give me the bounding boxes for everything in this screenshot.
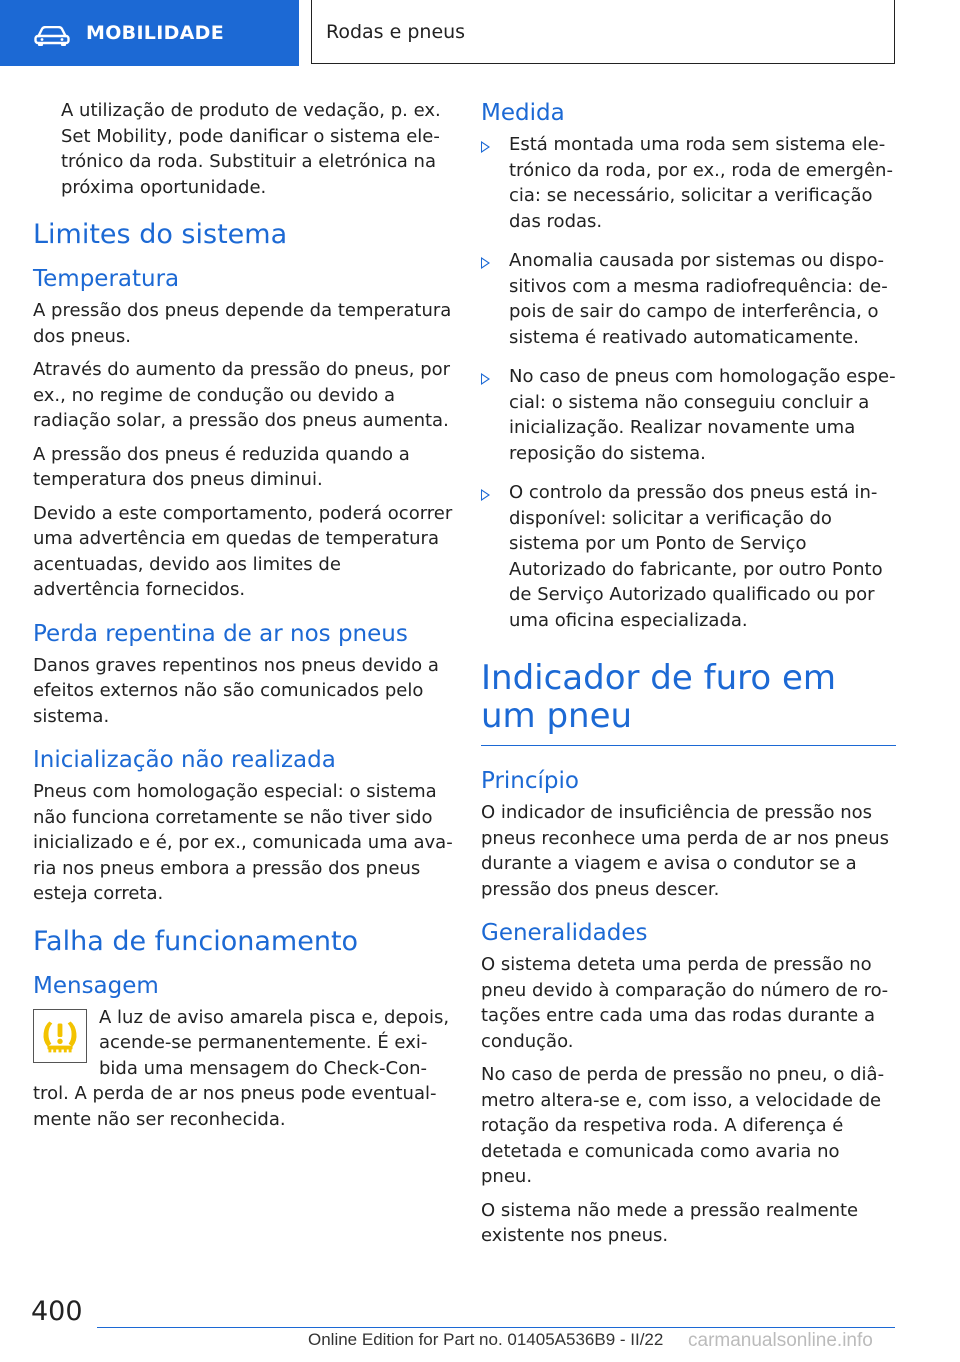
page-header: [0, 0, 960, 66]
temp-paragraph-4: Devido a este comportamento, poderá ocorrer uma advertência em quedas de temperatura acentuadas, devido aos limites de advertência fornecidos.: [33, 502, 453, 600]
list-item: No caso de pneus com homologação especial: o sistema não conseguiu concluir a inicialização. Realizar novamente uma reposição do sistema.: [481, 364, 896, 466]
intro-paragraph: A utilização de produto de vedação, p. ex. Set Mobility, pode danificar o sistema eletrónico da roda. Substituir a eletrónica na próxima oportunidade.: [61, 100, 441, 198]
section-tab-mobilidade: [0, 0, 299, 66]
tire-pressure-warning-icon: [33, 1009, 87, 1063]
list-item: Anomalia causada por sistemas ou dispositivos com a mesma radiofrequência: depois de sair do campo de interferência, o sistema é reativado automaticamente.: [481, 248, 896, 350]
heading-mensagem: Mensagem: [33, 972, 159, 999]
section-label: MOBILIDADE: [86, 22, 225, 44]
left-column: [33, 98, 453, 1140]
page-number: 400: [31, 1296, 83, 1327]
footer-divider: [97, 1327, 895, 1328]
car-icon: [34, 26, 70, 46]
right-column: [481, 98, 896, 1257]
temp-paragraph-1: A pressão dos pneus depende da temperatura dos pneus.: [33, 300, 452, 347]
principle-paragraph: O indicador de insuficiência de pressão nos pneus reconhece uma perda de ar nos pneus durante a viagem e avisa o condutor se a pressão dos pneus descer.: [481, 802, 890, 900]
temp-paragraph-2: Através do aumento da pressão do pneus, por ex., no regime de condução ou devido a radiação solar, a pressão dos pneus aumenta.: [33, 359, 451, 431]
temp-paragraph-3: A pressão dos pneus é reduzida quando a temperatura dos pneus diminui.: [33, 443, 410, 490]
general-paragraph-2: No caso de perda de pressão no pneu, o diâmetro altera-se e, com isso, a velocidade de rotação da respetiva roda. A diferença é detetada e comunicada como avaria no pneu.: [481, 1064, 885, 1187]
chapter-title-indicador-de-furo: Indicador de furo em um pneu: [481, 659, 896, 746]
triangle-bullet-icon: [481, 141, 490, 153]
general-paragraph-1: O sistema deteta uma perda de pressão no pneu devido à comparação do número de rotações entre cada uma das rodas durante a condução.: [481, 954, 889, 1052]
heading-inicializacao: Inicialização não realizada: [33, 747, 336, 773]
init-paragraph: Pneus com homologação especial: o sistema não funciona corretamente se não tiver sido inicializado e é, por ex., comunicada uma avaria nos pneus embora a pressão dos pneus esteja correta.: [33, 781, 453, 904]
heading-limites-do-sistema: Limites do sistema: [33, 219, 288, 250]
measure-list: [481, 132, 896, 633]
triangle-bullet-icon: [481, 373, 490, 385]
heading-perda-repentina: Perda repentina de ar nos pneus: [33, 620, 408, 647]
heading-medida: Medida: [481, 100, 565, 126]
heading-temperatura: Temperatura: [33, 266, 180, 292]
message-block: [33, 1005, 453, 1133]
triangle-bullet-icon: [481, 257, 490, 269]
edition-text: Online Edition for Part no. 01405A536B9 - II/22: [308, 1330, 664, 1349]
subsection-tab: [311, 0, 895, 64]
heading-principio: Princípio: [481, 768, 579, 794]
list-item: Está montada uma roda sem sistema eletrónico da roda, por ex., roda de emergência: se necessário, solicitar a verificação das rodas.: [481, 132, 896, 234]
heading-falha-de-funcionamento: Falha de funcionamento: [33, 925, 359, 957]
triangle-bullet-icon: [481, 489, 490, 501]
loss-paragraph: Danos graves repentinos nos pneus devido a efeitos externos não são comunicados pelo sistema.: [33, 654, 439, 727]
watermark-text: carmanualsonline.info: [688, 1330, 873, 1351]
general-paragraph-3: O sistema não mede a pressão realmente existente nos pneus.: [481, 1199, 859, 1246]
subsection-label: Rodas e pneus: [326, 21, 466, 43]
heading-generalidades: Generalidades: [481, 920, 648, 946]
list-item: O controlo da pressão dos pneus está indisponível: solicitar a verificação do sistema por um Ponto de Serviço Autorizado do fabricante, por outro Ponto de Serviço Autorizado qualificado ou por uma oficina especializada.: [481, 480, 896, 633]
message-paragraph: A luz de aviso amarela pisca e, depois, acende-se permanentemente. É exibida uma mensagem do Check-Control. A perda de ar nos pneus pode eventualmente não ser reconhecida.: [33, 1006, 450, 1130]
